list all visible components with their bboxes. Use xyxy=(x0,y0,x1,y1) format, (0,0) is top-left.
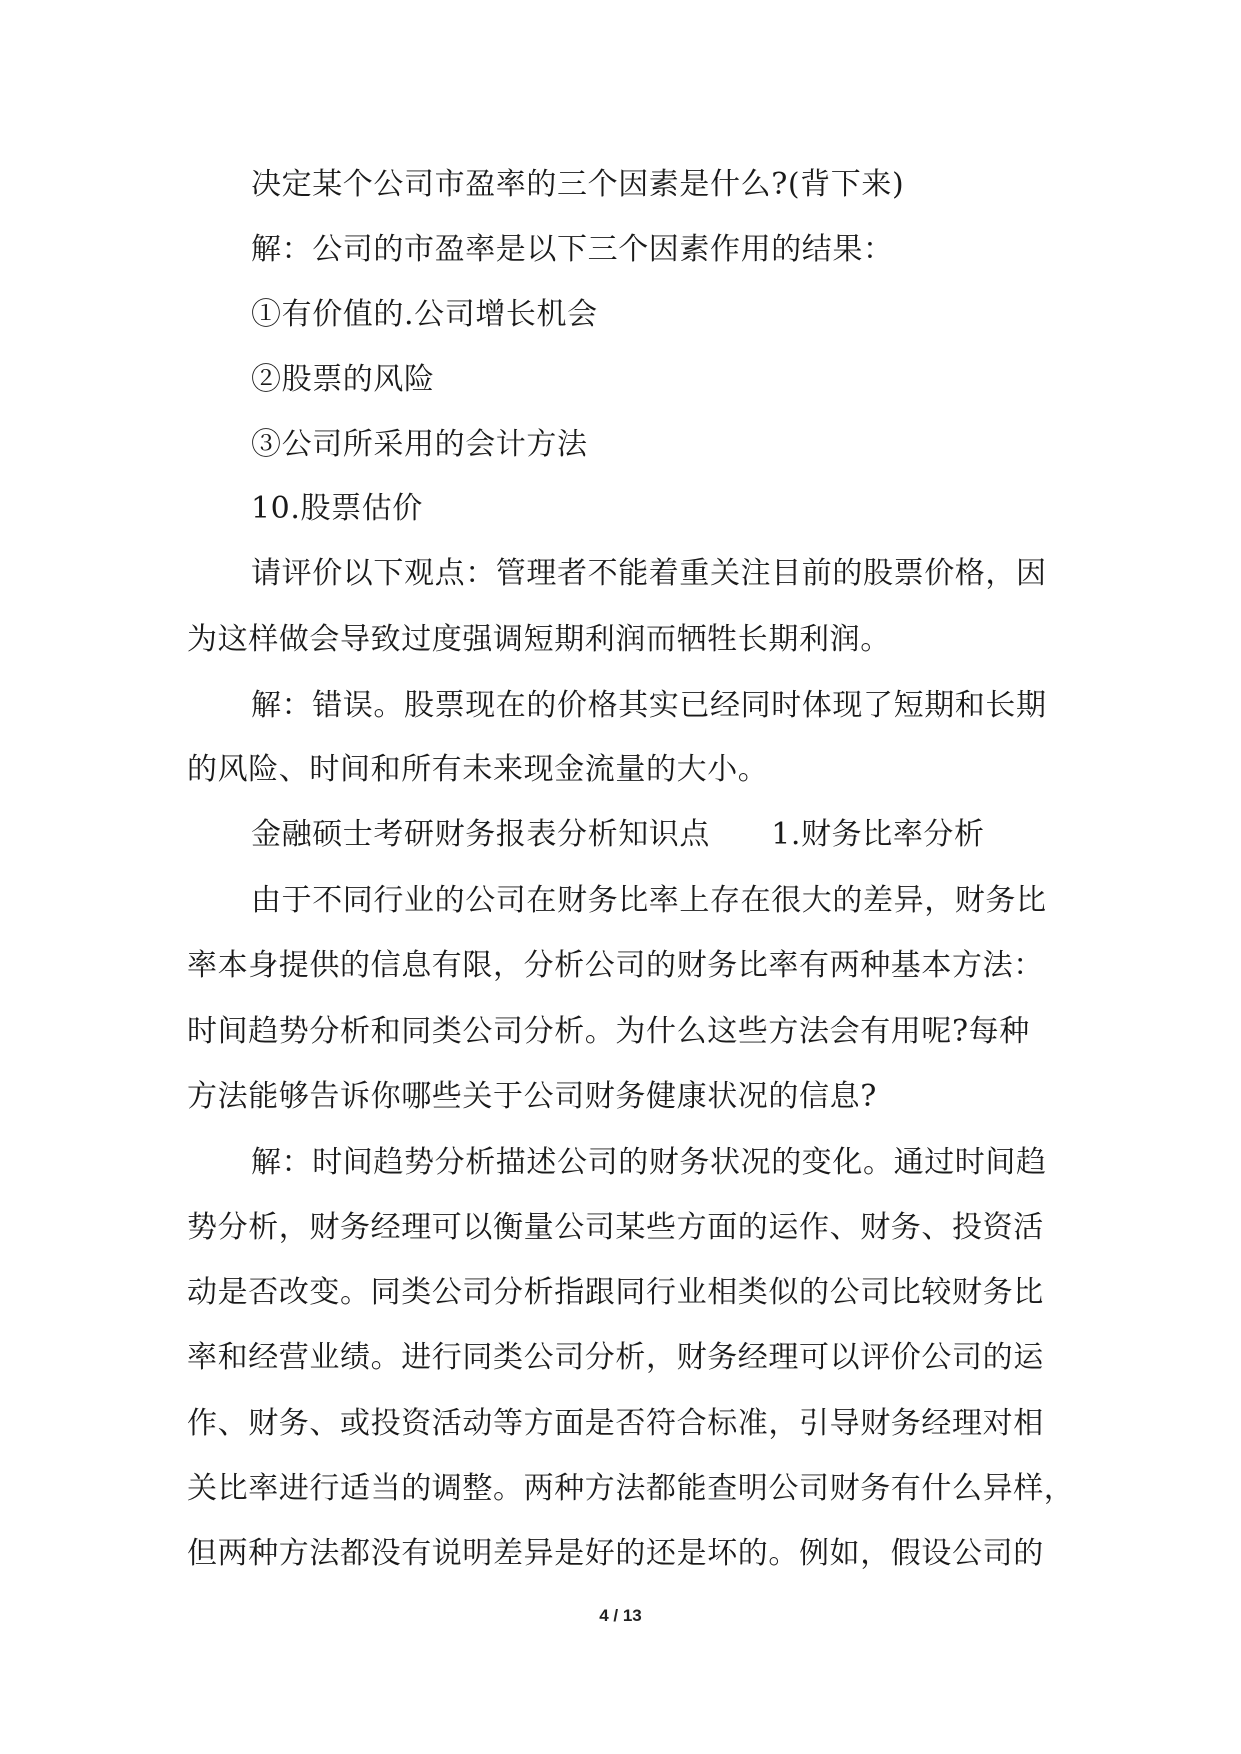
paragraph-line: 动是否改变。同类公司分析指跟同行业相类似的公司比较财务比 xyxy=(187,1275,1044,1310)
paragraph-line: 率和经营业绩。进行同类公司分析，财务经理可以评价公司的运 xyxy=(187,1340,1044,1375)
paragraph-line: 解：错误。股票现在的价格其实已经同时体现了短期和长期 xyxy=(251,688,1047,723)
section-heading: 金融硕士考研财务报表分析知识点 1.财务比率分析 xyxy=(251,817,985,852)
paragraph-line: 关比率进行适当的调整。两种方法都能查明公司财务有什么异样， xyxy=(187,1471,1075,1506)
paragraph-line: 解：时间趋势分析描述公司的财务状况的变化。通过时间趋 xyxy=(251,1145,1047,1180)
list-item: ①有价值的.公司增长机会 xyxy=(251,297,598,332)
paragraph-line: 的风险、时间和所有未来现金流量的大小。 xyxy=(187,752,769,787)
page-number: 4 / 13 xyxy=(599,1606,642,1625)
question-heading: 决定某个公司市盈率的三个因素是什么?(背下来) xyxy=(251,167,905,202)
list-item: ③公司所采用的会计方法 xyxy=(251,427,588,462)
answer-paragraph: 解：公司的市盈率是以下三个因素作用的结果： xyxy=(251,232,894,267)
paragraph-line: 势分析，财务经理可以衡量公司某些方面的运作、财务、投资活 xyxy=(187,1210,1044,1245)
list-item: ②股票的风险 xyxy=(251,362,435,397)
paragraph-line: 由于不同行业的公司在财务比率上存在很大的差异，财务比 xyxy=(251,883,1047,918)
paragraph-line: 方法能够告诉你哪些关于公司财务健康状况的信息? xyxy=(187,1079,877,1114)
section-heading: 10.股票估价 xyxy=(251,491,423,526)
paragraph-line: 率本身提供的信息有限，分析公司的财务比率有两种基本方法： xyxy=(187,948,1044,983)
paragraph-line: 但两种方法都没有说明差异是好的还是坏的。例如，假设公司的 xyxy=(187,1536,1044,1571)
paragraph-line: 作、财务、或投资活动等方面是否符合标准，引导财务经理对相 xyxy=(187,1406,1044,1441)
paragraph-line: 时间趋势分析和同类公司分析。为什么这些方法会有用呢?每种 xyxy=(187,1014,1030,1049)
paragraph-line: 请评价以下观点：管理者不能着重关注目前的股票价格，因 xyxy=(251,556,1047,591)
paragraph-line: 为这样做会导致过度强调短期利润而牺牲长期利润。 xyxy=(187,622,891,657)
